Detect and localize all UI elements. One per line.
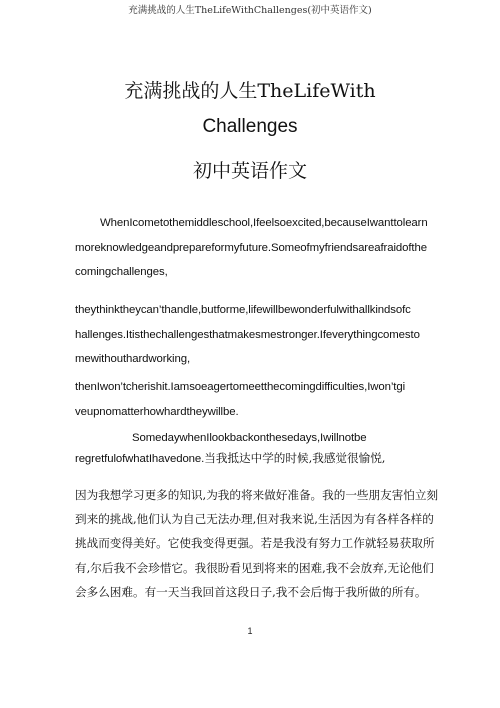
paragraph-5	[75, 446, 430, 472]
text-line: SomedaywhenIlookbackonthesedays,Iwillnotbe	[132, 432, 367, 444]
text-line: theythinktheycan’thandle,butforme,lifewillbewonderfulwithallkindsofc	[75, 304, 411, 316]
chinese-paragraph	[75, 483, 439, 604]
text-line: mewithouthardworking,	[75, 353, 191, 365]
text-zh: 当我抵达中学的时候,我感觉很愉悦,	[204, 451, 386, 465]
subtitle: 初中英语作文	[192, 160, 307, 182]
text-line: thenIwon’tcherishit.Iamsoeagertomeetthecomingdifficulties,Iwon’tgi	[75, 381, 406, 393]
text-line: WhenIcometothemiddleschool,Ifeelsoexcited,becauseIwanttolearn	[100, 217, 428, 229]
text-line: comingchallenges,	[75, 266, 168, 278]
page-number: 1	[247, 626, 253, 636]
text-line: 挑战而变得美好。它使我变得更强。若是我没有努力工作就轻易获取所	[75, 536, 435, 551]
running-header: 充满挑战的人生TheLifeWithChallenges(初中英语作文)	[128, 5, 372, 16]
text-line: moreknowledgeandprepareformyfuture.Someofmyfriendsareafraidofthe	[75, 241, 427, 254]
title-line-2: Challenges	[202, 116, 298, 137]
paragraph-2	[75, 298, 430, 372]
text-line: hallenges.Itisthechallengesthatmakesmestronger.Ifeverythingcomesto	[75, 328, 420, 341]
title-line-1: 充满挑战的人生TheLifeWith	[124, 80, 376, 102]
paragraph-1	[75, 211, 430, 285]
text-en: regretfulofwhatIhavedone.	[75, 453, 205, 465]
text-line: veupnomatterhowhardtheywillbe.	[75, 405, 239, 418]
text-line: 会多么困难。有一天当我回首这段日子,我不会后悔于我所做的所有。	[75, 584, 427, 599]
paragraph-3	[75, 375, 430, 424]
text-line: 有,尔后我不会珍惜它。我很盼看见到将来的困难,我不会放弃,无论他们	[75, 560, 434, 575]
text-line: 到来的挑战,他们认为自己无法办理,但对我来说,生活因为有各样各样的	[75, 512, 434, 527]
text-line: 因为我想学习更多的知识,为我的将来做好准备。我的一些朋友害怕立刻	[75, 488, 439, 502]
